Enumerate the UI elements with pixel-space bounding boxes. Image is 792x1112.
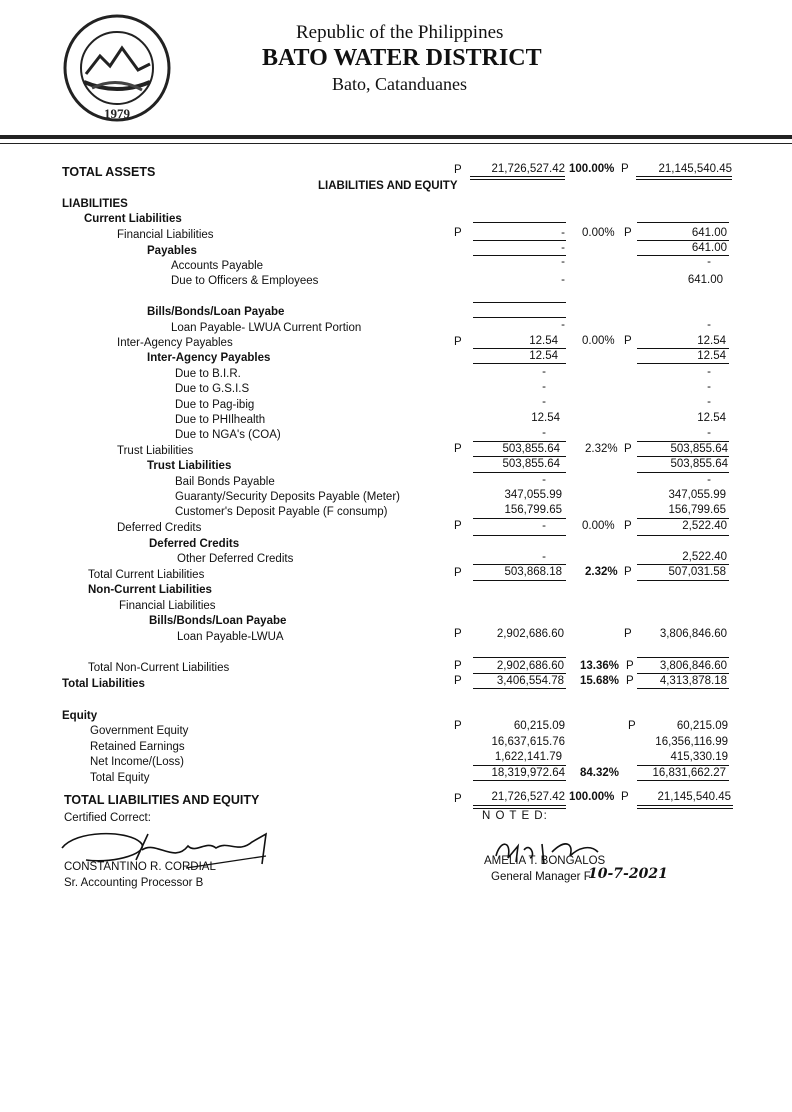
table-rule: [473, 518, 566, 519]
table-rule: [473, 472, 566, 473]
row-label: Due to Officers & Employees: [171, 275, 319, 287]
value-col1: 2,902,686.60: [496, 628, 564, 640]
certified-label: Certified Correct:: [64, 812, 151, 824]
value-col1: -: [542, 366, 546, 378]
total-assets-underline-1: [470, 176, 565, 180]
table-rule: [637, 348, 729, 349]
value-col2: 503,855.64: [670, 443, 728, 455]
value-col2: 503,855.64: [670, 458, 728, 470]
value-col1: 2,902,686.60: [496, 660, 564, 672]
value-col1: -: [561, 256, 565, 268]
value-col2: 2,522.40: [682, 520, 727, 532]
value-col2: 507,031.58: [668, 566, 726, 578]
row-label: Loan Payable-LWUA: [177, 631, 284, 643]
header-location: Bato, Catanduanes: [332, 74, 467, 94]
value-col1: 503,868.18: [504, 566, 562, 578]
right-signatory-title: General Manager F: [491, 871, 591, 883]
percent-value: 15.68%: [580, 675, 620, 687]
header-org-name: BATO WATER DISTRICT: [262, 45, 542, 71]
value-col2: 12.54: [697, 412, 726, 424]
table-rule-double: [473, 805, 566, 809]
peso-marker: P: [628, 720, 636, 732]
table-rule: [473, 673, 566, 674]
row-label: Customer's Deposit Payable (F consump): [175, 506, 388, 518]
peso-marker: P: [454, 660, 462, 672]
value-col2: 16,831,662.27: [652, 767, 726, 779]
percent-value: 2.32%: [585, 443, 618, 455]
value-col2: 12.54: [697, 350, 726, 362]
table-rule: [473, 255, 566, 256]
row-label: Total Non-Current Liabilities: [88, 662, 230, 674]
peso-marker: P: [624, 443, 632, 455]
value-col2: 4,313,878.18: [659, 675, 727, 687]
value-col1: 18,319,972.64: [491, 767, 565, 779]
table-rule: [637, 255, 729, 256]
value-col1: -: [561, 319, 565, 331]
left-signatory-name: CONSTANTINO R. CORDIAL: [64, 861, 216, 873]
value-col2: -: [707, 256, 711, 268]
noted-label: N O T E D:: [482, 810, 548, 822]
value-col2: -: [707, 319, 711, 331]
table-rule: [637, 657, 729, 658]
value-col1: 12.54: [529, 350, 558, 362]
percent-value: 2.32%: [585, 566, 618, 578]
row-label: Deferred Credits: [149, 538, 240, 550]
peso-marker: P: [626, 660, 634, 672]
peso-marker: P: [454, 443, 462, 455]
table-rule: [473, 535, 566, 536]
peso-marker: P: [621, 791, 629, 803]
value-col2: 415,330.19: [670, 751, 728, 763]
value-col1: 503,855.64: [502, 443, 560, 455]
value-col2: 16,356,116.99: [655, 736, 728, 748]
peso-marker: P: [454, 793, 462, 805]
table-rule: [637, 441, 729, 442]
value-col1: 60,215.09: [513, 720, 565, 732]
table-rule: [637, 564, 729, 565]
header-rule-thin: [0, 143, 792, 144]
table-rule: [637, 456, 729, 457]
section-title: LIABILITIES AND EQUITY: [318, 180, 458, 192]
peso-marker: P: [454, 675, 462, 687]
table-rule: [473, 222, 566, 223]
total-assets-v1: 21,726,527.42: [491, 163, 565, 175]
row-label: Current Liabilities: [84, 213, 182, 225]
peso-marker: P: [624, 227, 632, 239]
total-assets-p1: P: [454, 164, 462, 176]
total-assets-v2: 21,145,540.45: [658, 163, 732, 175]
table-rule: [473, 456, 566, 457]
table-rule: [473, 765, 566, 766]
value-col2: 3,806,846.60: [659, 660, 727, 672]
row-label: TOTAL LIABILITIES AND EQUITY: [64, 793, 260, 807]
percent-value: 0.00%: [582, 335, 615, 347]
value-col2: 641.00: [687, 274, 723, 286]
value-col1: 21,726,527.42: [491, 791, 565, 803]
value-col1: 347,055.99: [504, 489, 562, 501]
value-col1: 503,855.64: [502, 458, 560, 470]
row-label: LIABILITIES: [62, 198, 128, 210]
value-col1: 3,406,554.78: [496, 675, 564, 687]
value-col2: 156,799.65: [668, 504, 726, 516]
row-label: Retained Earnings: [90, 741, 185, 753]
value-col1: 1,622,141.79: [494, 751, 562, 763]
row-label: Due to NGA's (COA): [175, 429, 281, 441]
value-col2: 2,522.40: [682, 551, 727, 563]
row-label: Other Deferred Credits: [177, 553, 294, 565]
row-label: Payables: [147, 245, 197, 257]
value-col2: 3,806,846.60: [659, 628, 727, 640]
table-rule: [637, 222, 729, 223]
total-assets-label: TOTAL ASSETS: [62, 165, 156, 179]
table-rule: [637, 780, 729, 781]
value-col1: 12.54: [529, 335, 558, 347]
table-rule: [637, 688, 729, 689]
row-label: Net Income/(Loss): [90, 756, 184, 768]
row-label: Loan Payable- LWUA Current Portion: [171, 322, 362, 334]
percent-value: 100.00%: [569, 791, 615, 803]
left-signatory-title: Sr. Accounting Processor B: [64, 877, 204, 889]
table-rule: [473, 580, 566, 581]
value-col1: 12.54: [531, 412, 560, 424]
svg-text:1979: 1979: [104, 106, 130, 121]
peso-marker: P: [626, 675, 634, 687]
table-rule: [637, 765, 729, 766]
peso-marker: P: [454, 227, 462, 239]
row-label: Financial Liabilities: [117, 229, 214, 241]
value-col2: 641.00: [691, 227, 727, 239]
seal-logo: [58, 12, 176, 124]
value-col2: 21,145,540.45: [657, 791, 731, 803]
row-label: Financial Liabilities: [119, 600, 216, 612]
total-assets-pct: 100.00%: [569, 163, 615, 175]
table-rule: [473, 348, 566, 349]
percent-value: 0.00%: [582, 520, 615, 532]
table-rule: [637, 673, 729, 674]
total-assets-underline-2: [636, 176, 732, 180]
table-rule: [473, 441, 566, 442]
table-rule: [473, 688, 566, 689]
value-col1: -: [542, 396, 546, 408]
row-label: Bail Bonds Payable: [175, 476, 275, 488]
peso-marker: P: [454, 520, 462, 532]
table-rule: [473, 240, 566, 241]
value-col1: -: [542, 551, 546, 563]
total-assets-p2: P: [621, 163, 629, 175]
row-label: Trust Liabilities: [117, 445, 194, 457]
value-col1: -: [542, 520, 546, 532]
row-label: Total Equity: [90, 772, 150, 784]
table-rule: [473, 780, 566, 781]
value-col2: -: [707, 474, 711, 486]
row-label: Due to B.I.R.: [175, 368, 241, 380]
table-rule: [473, 317, 566, 318]
row-label: Government Equity: [90, 725, 189, 737]
row-label: Bills/Bonds/Loan Payabe: [147, 306, 285, 318]
peso-marker: P: [454, 720, 462, 732]
handwritten-date: 10-7-2021: [588, 866, 668, 882]
value-col1: -: [542, 381, 546, 393]
percent-value: 13.36%: [580, 660, 620, 672]
value-col2: -: [707, 427, 711, 439]
row-label: Due to PHIlhealth: [175, 414, 266, 426]
value-col2: -: [707, 396, 711, 408]
value-col1: -: [542, 474, 546, 486]
peso-marker: P: [454, 336, 462, 348]
value-col2: 347,055.99: [668, 489, 726, 501]
right-signatory-name: AMELIA T. BONGALOS: [484, 855, 606, 867]
table-rule: [637, 580, 729, 581]
peso-marker: P: [624, 520, 632, 532]
row-label: Inter-Agency Payables: [147, 352, 271, 364]
table-rule-double: [637, 805, 733, 809]
value-col1: -: [561, 274, 565, 286]
value-col2: 641.00: [691, 242, 727, 254]
row-label: Guaranty/Security Deposits Payable (Meter): [175, 491, 400, 503]
row-label: Bills/Bonds/Loan Payabe: [149, 615, 287, 627]
table-rule: [637, 363, 729, 364]
peso-marker: P: [454, 567, 462, 579]
row-label: Trust Liabilities: [147, 460, 232, 472]
row-label: Total Liabilities: [62, 678, 145, 690]
row-label: Inter-Agency Payables: [117, 337, 233, 349]
header-line1: Republic of the Philippines: [296, 22, 504, 43]
row-label: Equity: [62, 710, 98, 722]
table-rule: [473, 302, 566, 303]
value-col2: -: [707, 366, 711, 378]
peso-marker: P: [624, 628, 632, 640]
row-label: Total Current Liabilities: [88, 569, 205, 581]
row-label: Accounts Payable: [171, 260, 264, 272]
peso-marker: P: [624, 566, 632, 578]
row-label: Non-Current Liabilities: [88, 584, 212, 596]
value-col1: -: [561, 242, 565, 254]
value-col1: 156,799.65: [504, 504, 562, 516]
table-rule: [637, 535, 729, 536]
value-col1: -: [542, 427, 546, 439]
value-col2: 12.54: [697, 335, 726, 347]
row-label: Deferred Credits: [117, 522, 202, 534]
value-col1: -: [561, 227, 565, 239]
table-rule: [637, 472, 729, 473]
table-rule: [637, 240, 729, 241]
peso-marker: P: [454, 628, 462, 640]
percent-value: 84.32%: [580, 767, 620, 779]
table-rule: [473, 363, 566, 364]
row-label: Due to Pag-ibig: [175, 399, 255, 411]
row-label: Due to G.S.I.S: [175, 383, 250, 395]
table-rule: [637, 518, 729, 519]
table-rule: [473, 657, 566, 658]
header-rule-thick: [0, 135, 792, 139]
percent-value: 0.00%: [582, 227, 615, 239]
value-col2: 60,215.09: [676, 720, 728, 732]
value-col2: -: [707, 381, 711, 393]
table-rule: [473, 564, 566, 565]
peso-marker: P: [624, 335, 632, 347]
value-col1: 16,637,615.76: [491, 736, 565, 748]
